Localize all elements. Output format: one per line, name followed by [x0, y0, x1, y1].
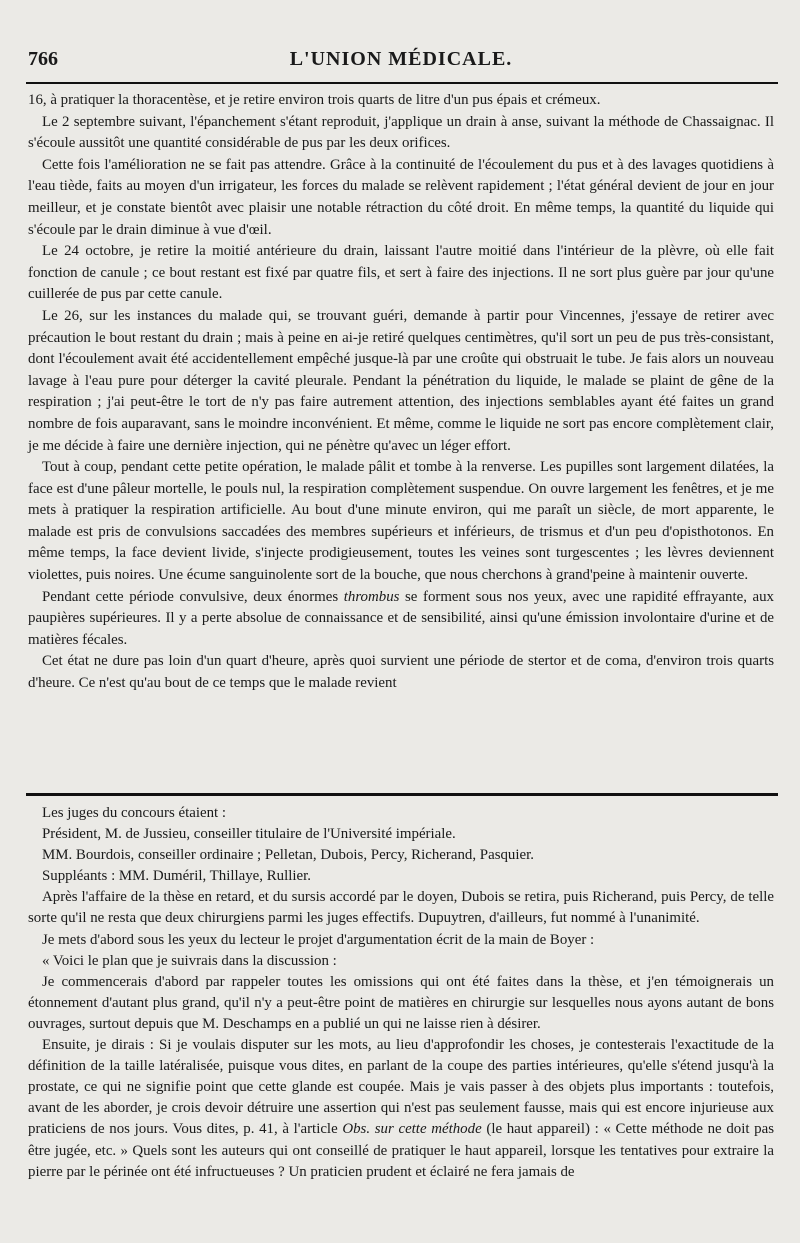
paragraph: « Voici le plan que je suivrais dans la discussion :: [42, 952, 337, 969]
paragraph: Je commencerais d'abord par rappeler toutes les omissions qui ont été faites dans la thèse, et j'en témoignerais un étonnement d'autant plus grand, qu'il n'y a peut-être point de matières en chirurgie sur lesquelles nous ayons autant de bons ouvrages, surtout depuis que M. Deschamps en a publié un qui ne laisse rien à désirer.: [28, 973, 774, 1032]
page-number: 766: [28, 48, 58, 70]
paragraph: 16, à pratiquer la thoracentèse, et je retire environ trois quarts de litre d'un pus épais et crémeux.: [28, 92, 601, 108]
paragraph: Après l'affaire de la thèse en retard, et du sursis accordé par le doyen, Dubois se retira, puis Richerand, puis Percy, de telle sorte qu'il ne resta que deux chirurgiens parmi les juges effectifs. Dupuytren, d'ailleurs, fut nommé à l'unanimité.: [28, 889, 774, 927]
paragraph: Le 2 septembre suivant, l'épanchement s'étant reproduit, j'applique un drain à anse, suivant la méthode de Chassaignac. Il s'écoule aussitôt une quantité considérable de pus par les deux orifices.: [28, 113, 774, 152]
page-header: [26, 44, 776, 78]
paragraph: Je mets d'abord sous les yeux du lecteur le projet d'argumentation écrit de la main de Boyer :: [42, 931, 595, 948]
judges-line: Les juges du concours étaient :: [42, 805, 227, 821]
text-run: (le haut appareil) : « Cette méthode ne doit pas être jugée, etc. » Quels sont les auteurs qui ont conseillé de pratiquer le haut appareil, lorsque les tentatives pour extraire la pierre par le périnée ont été infructueuses ? Un praticien prudent et éclairé ne fera jamais de: [28, 1121, 775, 1180]
paragraph: Le 24 octobre, je retire la moitié antérieure du drain, laissant l'autre moitié dans l'intérieur de la plèvre, où elle fait fonction de canule ; ce bout restant est fixé par quatre fils, et sert à faire des injections. Il ne sort plus guère par jour qu'une cuillerée de pus par cette canule.: [28, 243, 774, 303]
italic-term: thrombus: [343, 588, 400, 605]
header-rule: [26, 82, 778, 84]
feuilleton-rule: [26, 793, 778, 796]
paragraph: Tout à coup, pendant cette petite opération, le malade pâlit et tombe à la renverse. Les pupilles sont largement dilatées, la face est d'une pâleur mortelle, le pouls nul, la respiration complètement suspendue. On ouvre largement les fenêtres, et je me mets à pratiquer la respiration artificielle. Au bout d'une minute environ, qui me paraît un siècle, de mort apparente, le malade est pris de convulsions saccadées des membres supérieurs et inférieurs, de trismus et d'un peu d'opisthotonos. En même temps, la face devient livide, s'injecte prodigieusement, toutes les veines sont turgescentes ; les lèvres deviennent violettes, puis noires. Une écume sanguinolente sort de la bouche, que nous cherchons à grand'peine à maintenir ouverte.: [28, 459, 774, 584]
members-line: MM. Bourdois, conseiller ordinaire ; Pelletan, Dubois, Percy, Richerand, Pasquier.: [42, 847, 534, 864]
feuilleton-text: [28, 803, 774, 1183]
italic-term: Obs. sur cette méthode: [342, 1121, 482, 1138]
paragraph: [28, 1035, 774, 1183]
main-article-text: [28, 90, 774, 695]
text-run: Ensuite, je dirais : Si je voulais disputer sur les mots, au lieu d'approfondir les choses, je contesterais l'exactitude de la définition de la taille latéralisée, puisque vous dites, en parlant de la coupe des parties intérieures, qu'elle s'étend jusqu'à la prostate, ce qui ne signifie point que cette glande est coupée. Mais je vais passer à des objets plus importants : toutefois, avant de les aborder, je crois devoir détruire une assertion qui n'est pas seulement fausse, mais qui est encore injurieuse aux praticiens de nos jours. Vous dites, p. 41, à l'article: [28, 1037, 774, 1138]
text-run: se forment sous nos yeux, avec une rapidité effrayante, aux paupières supérieures. Il y a perte absolue de connaissance et de sensibilité, ainsi qu'une émission involontaire d'urine et de matières fécales.: [28, 588, 774, 648]
paragraph: [28, 587, 774, 652]
paragraph: Cette fois l'amélioration ne se fait pas attendre. Grâce à la continuité de l'écoulement du pus et à des lavages quotidiens à l'eau tiède, faits au moyen d'un irrigateur, les forces du malade se relèvent rapidement ; l'état général devient de jour en jour meilleur, et je constate bientôt avec plaisir une notable rétraction du côté droit. En même temps, la quantité du liquide qui s'écoule par le drain diminue à vue d'œil.: [28, 156, 774, 238]
president-line: Président, M. de Jussieu, conseiller titulaire de l'Université impériale.: [42, 826, 456, 843]
paragraph: Cet état ne dure pas loin d'un quart d'heure, après quoi survient une période de stertor et de coma, d'environ trois quarts d'heure. Ce n'est qu'au bout de ce temps que le malade revient: [28, 653, 774, 692]
substitutes-line: Suppléants : MM. Duméril, Thillaye, Rullier.: [42, 868, 311, 885]
text-run: Pendant cette période convulsive, deux énormes: [42, 588, 344, 605]
paragraph: Le 26, sur les instances du malade qui, se trouvant guéri, demande à partir pour Vincennes, j'essaye de retirer avec précaution le bout restant du drain ; mais à peine en ai-je retiré quelques centimètres, qu'il sort un peu de pus très-consistant, dont l'écoulement avait été accidentellement empêché jusque-là par une croûte qui obstruait le tube. Je fais alors un nouveau lavage à l'eau pure pour déterger la cavité pleurale. Pendant la pénétration du liquide, le malade se plaint de gêne de la respiration ; j'ai peut-être le tort de n'y pas faire autrement attention, des injections semblables ayant été faites un grand nombre de fois auparavant, sans le moindre inconvénient. Et même, comme le liquide ne sort pas encore complètement clair, je me décide à faire une dernière injection, qui ne pénètre qu'avec un léger effort.: [28, 307, 774, 454]
journal-title: L'UNION MÉDICALE.: [289, 48, 513, 70]
